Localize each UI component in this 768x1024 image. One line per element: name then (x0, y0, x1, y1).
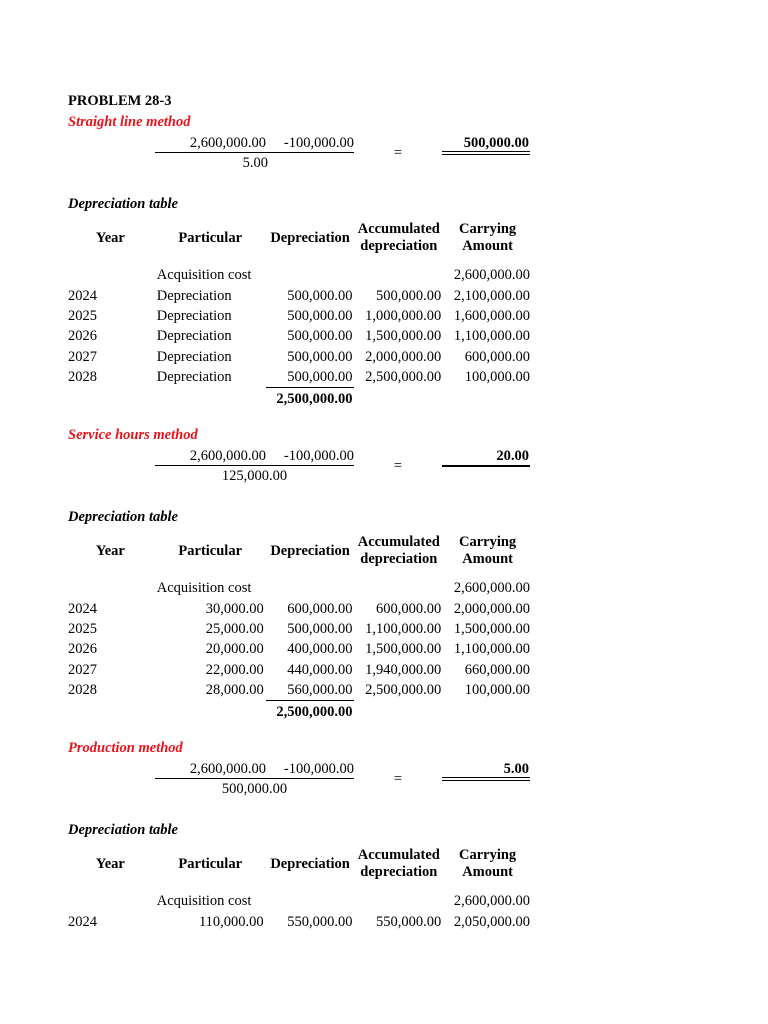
header-accumulated: Accumulated depreciation (357, 847, 440, 880)
acquisition-carrying: 2,600,000.00 (453, 267, 530, 284)
formula-cost: 2,600,000.00 (189, 761, 266, 777)
cell-carrying: 2,000,000.00 (453, 600, 530, 617)
acquisition-label: Acquisition cost (156, 267, 252, 284)
problem-title: PROBLEM 28-3 (68, 93, 172, 109)
cell-carrying: 1,500,000.00 (453, 620, 530, 637)
depreciation-table-title: Depreciation table (68, 509, 178, 525)
result-underline (442, 465, 530, 467)
table-row (66, 619, 532, 639)
double-underline (442, 777, 530, 781)
cell-carrying: 600,000.00 (464, 348, 530, 365)
formula-result: 5.00 (503, 761, 529, 777)
header-year: Year (95, 542, 125, 559)
cell-depreciation: 400,000.00 (287, 641, 353, 658)
total-depreciation: 2,500,000.00 (276, 703, 353, 720)
cell-accumulated: 2,500,000.00 (365, 369, 442, 386)
cell-carrying: 100,000.00 (464, 369, 530, 386)
cell-carrying: 1,600,000.00 (453, 307, 530, 324)
cell-year: 2028 (68, 682, 97, 699)
table-row (66, 306, 532, 326)
cell-year: 2024 (68, 600, 97, 617)
cell-accumulated: 600,000.00 (375, 600, 442, 617)
depreciation-table-straight-line (66, 219, 532, 409)
table-row (66, 578, 532, 598)
header-depreciation: Depreciation (270, 855, 350, 872)
header-year: Year (95, 229, 125, 246)
cell-hours: 25,000.00 (205, 620, 264, 637)
cell-accumulated: 2,500,000.00 (365, 682, 442, 699)
header-particular: Particular (178, 542, 243, 559)
acquisition-carrying: 2,600,000.00 (453, 893, 530, 910)
table-row (66, 598, 532, 618)
cell-accumulated: 1,000,000.00 (365, 307, 442, 324)
depreciation-table-title: Depreciation table (68, 196, 178, 212)
cell-year: 2026 (68, 328, 97, 345)
cell-year: 2027 (68, 661, 97, 678)
cell-depreciation: 440,000.00 (287, 661, 353, 678)
cell-accumulated: 500,000.00 (375, 287, 442, 304)
depreciation-table-service-hours (66, 532, 532, 722)
equals-sign: = (393, 458, 403, 474)
cell-particular: Depreciation (156, 307, 232, 324)
cell-year: 2025 (68, 307, 97, 324)
cell-carrying: 660,000.00 (464, 661, 530, 678)
depreciation-table-production (66, 845, 532, 932)
cell-depreciation: 500,000.00 (287, 307, 353, 324)
cell-year: 2027 (68, 348, 97, 365)
cell-carrying: 2,050,000.00 (453, 913, 530, 930)
table-row (66, 660, 532, 680)
cell-accumulated: 550,000.00 (375, 913, 442, 930)
formula-cost: 2,600,000.00 (189, 135, 266, 151)
table-row (66, 326, 532, 346)
equals-sign: = (393, 145, 403, 161)
cell-year: 2024 (68, 913, 97, 930)
acquisition-carrying: 2,600,000.00 (453, 580, 530, 597)
header-depreciation: Depreciation (270, 229, 350, 246)
cell-units: 110,000.00 (198, 913, 264, 930)
cell-particular: Depreciation (156, 369, 232, 386)
double-underline (442, 151, 530, 155)
formula-residual: -100,000.00 (283, 135, 354, 151)
cell-carrying: 1,100,000.00 (453, 328, 530, 345)
acquisition-label: Acquisition cost (156, 580, 252, 597)
total-depreciation: 2,500,000.00 (276, 390, 353, 407)
total-row (66, 701, 532, 722)
cell-depreciation: 500,000.00 (287, 287, 353, 304)
method-heading-straight-line: Straight line method (68, 114, 191, 130)
table-row (66, 639, 532, 659)
table-row (66, 680, 532, 701)
cell-year: 2024 (68, 287, 97, 304)
fraction-bar (155, 465, 354, 466)
header-carrying: Carrying Amount (459, 534, 517, 567)
total-row (66, 388, 532, 409)
cell-accumulated: 1,500,000.00 (365, 641, 442, 658)
table-header-row (66, 532, 532, 570)
table-row (66, 285, 532, 305)
formula-divisor: 125,000.00 (221, 468, 288, 484)
cell-hours: 20,000.00 (205, 641, 264, 658)
formula-residual: -100,000.00 (283, 448, 354, 464)
header-carrying: Carrying Amount (459, 847, 517, 880)
cell-depreciation: 500,000.00 (287, 620, 353, 637)
cell-carrying: 2,100,000.00 (453, 287, 530, 304)
table-row (66, 265, 532, 285)
formula-result: 500,000.00 (463, 135, 529, 151)
formula-divisor: 5.00 (242, 155, 268, 171)
cell-hours: 30,000.00 (205, 600, 264, 617)
formula-cost: 2,600,000.00 (189, 448, 266, 464)
cell-carrying: 1,100,000.00 (453, 641, 530, 658)
method-heading-service-hours: Service hours method (68, 427, 198, 443)
method-heading-production: Production method (68, 740, 183, 756)
table-row (66, 367, 532, 388)
cell-particular: Depreciation (156, 287, 232, 304)
table-row (66, 911, 532, 931)
depreciation-table-title: Depreciation table (68, 822, 178, 838)
header-year: Year (95, 855, 125, 872)
header-accumulated: Accumulated depreciation (357, 221, 440, 254)
fraction-bar (155, 152, 354, 153)
cell-year: 2026 (68, 641, 97, 658)
cell-hours: 28,000.00 (205, 682, 264, 699)
cell-hours: 22,000.00 (205, 661, 264, 678)
table-header-row (66, 845, 532, 883)
formula-divisor: 500,000.00 (221, 781, 288, 797)
cell-depreciation: 560,000.00 (266, 680, 355, 701)
cell-particular: Depreciation (156, 348, 232, 365)
cell-depreciation: 500,000.00 (266, 367, 355, 388)
acquisition-label: Acquisition cost (156, 893, 252, 910)
header-particular: Particular (178, 229, 243, 246)
cell-accumulated: 1,940,000.00 (365, 661, 442, 678)
cell-year: 2028 (68, 369, 97, 386)
table-row (66, 347, 532, 367)
formula-residual: -100,000.00 (283, 761, 354, 777)
cell-year: 2025 (68, 620, 97, 637)
equals-sign: = (393, 771, 403, 787)
table-row (66, 891, 532, 911)
cell-accumulated: 1,100,000.00 (365, 620, 442, 637)
formula-result: 20.00 (496, 448, 529, 464)
cell-carrying: 100,000.00 (464, 682, 530, 699)
header-particular: Particular (178, 855, 243, 872)
cell-particular: Depreciation (156, 328, 232, 345)
cell-depreciation: 500,000.00 (287, 348, 353, 365)
header-carrying: Carrying Amount (459, 221, 517, 254)
cell-accumulated: 2,000,000.00 (365, 348, 442, 365)
cell-depreciation: 600,000.00 (287, 600, 353, 617)
header-accumulated: Accumulated depreciation (357, 534, 440, 567)
table-header-row (66, 219, 532, 257)
header-depreciation: Depreciation (270, 542, 350, 559)
fraction-bar (155, 778, 354, 779)
cell-accumulated: 1,500,000.00 (365, 328, 442, 345)
cell-depreciation: 500,000.00 (287, 328, 353, 345)
cell-depreciation: 550,000.00 (287, 913, 353, 930)
